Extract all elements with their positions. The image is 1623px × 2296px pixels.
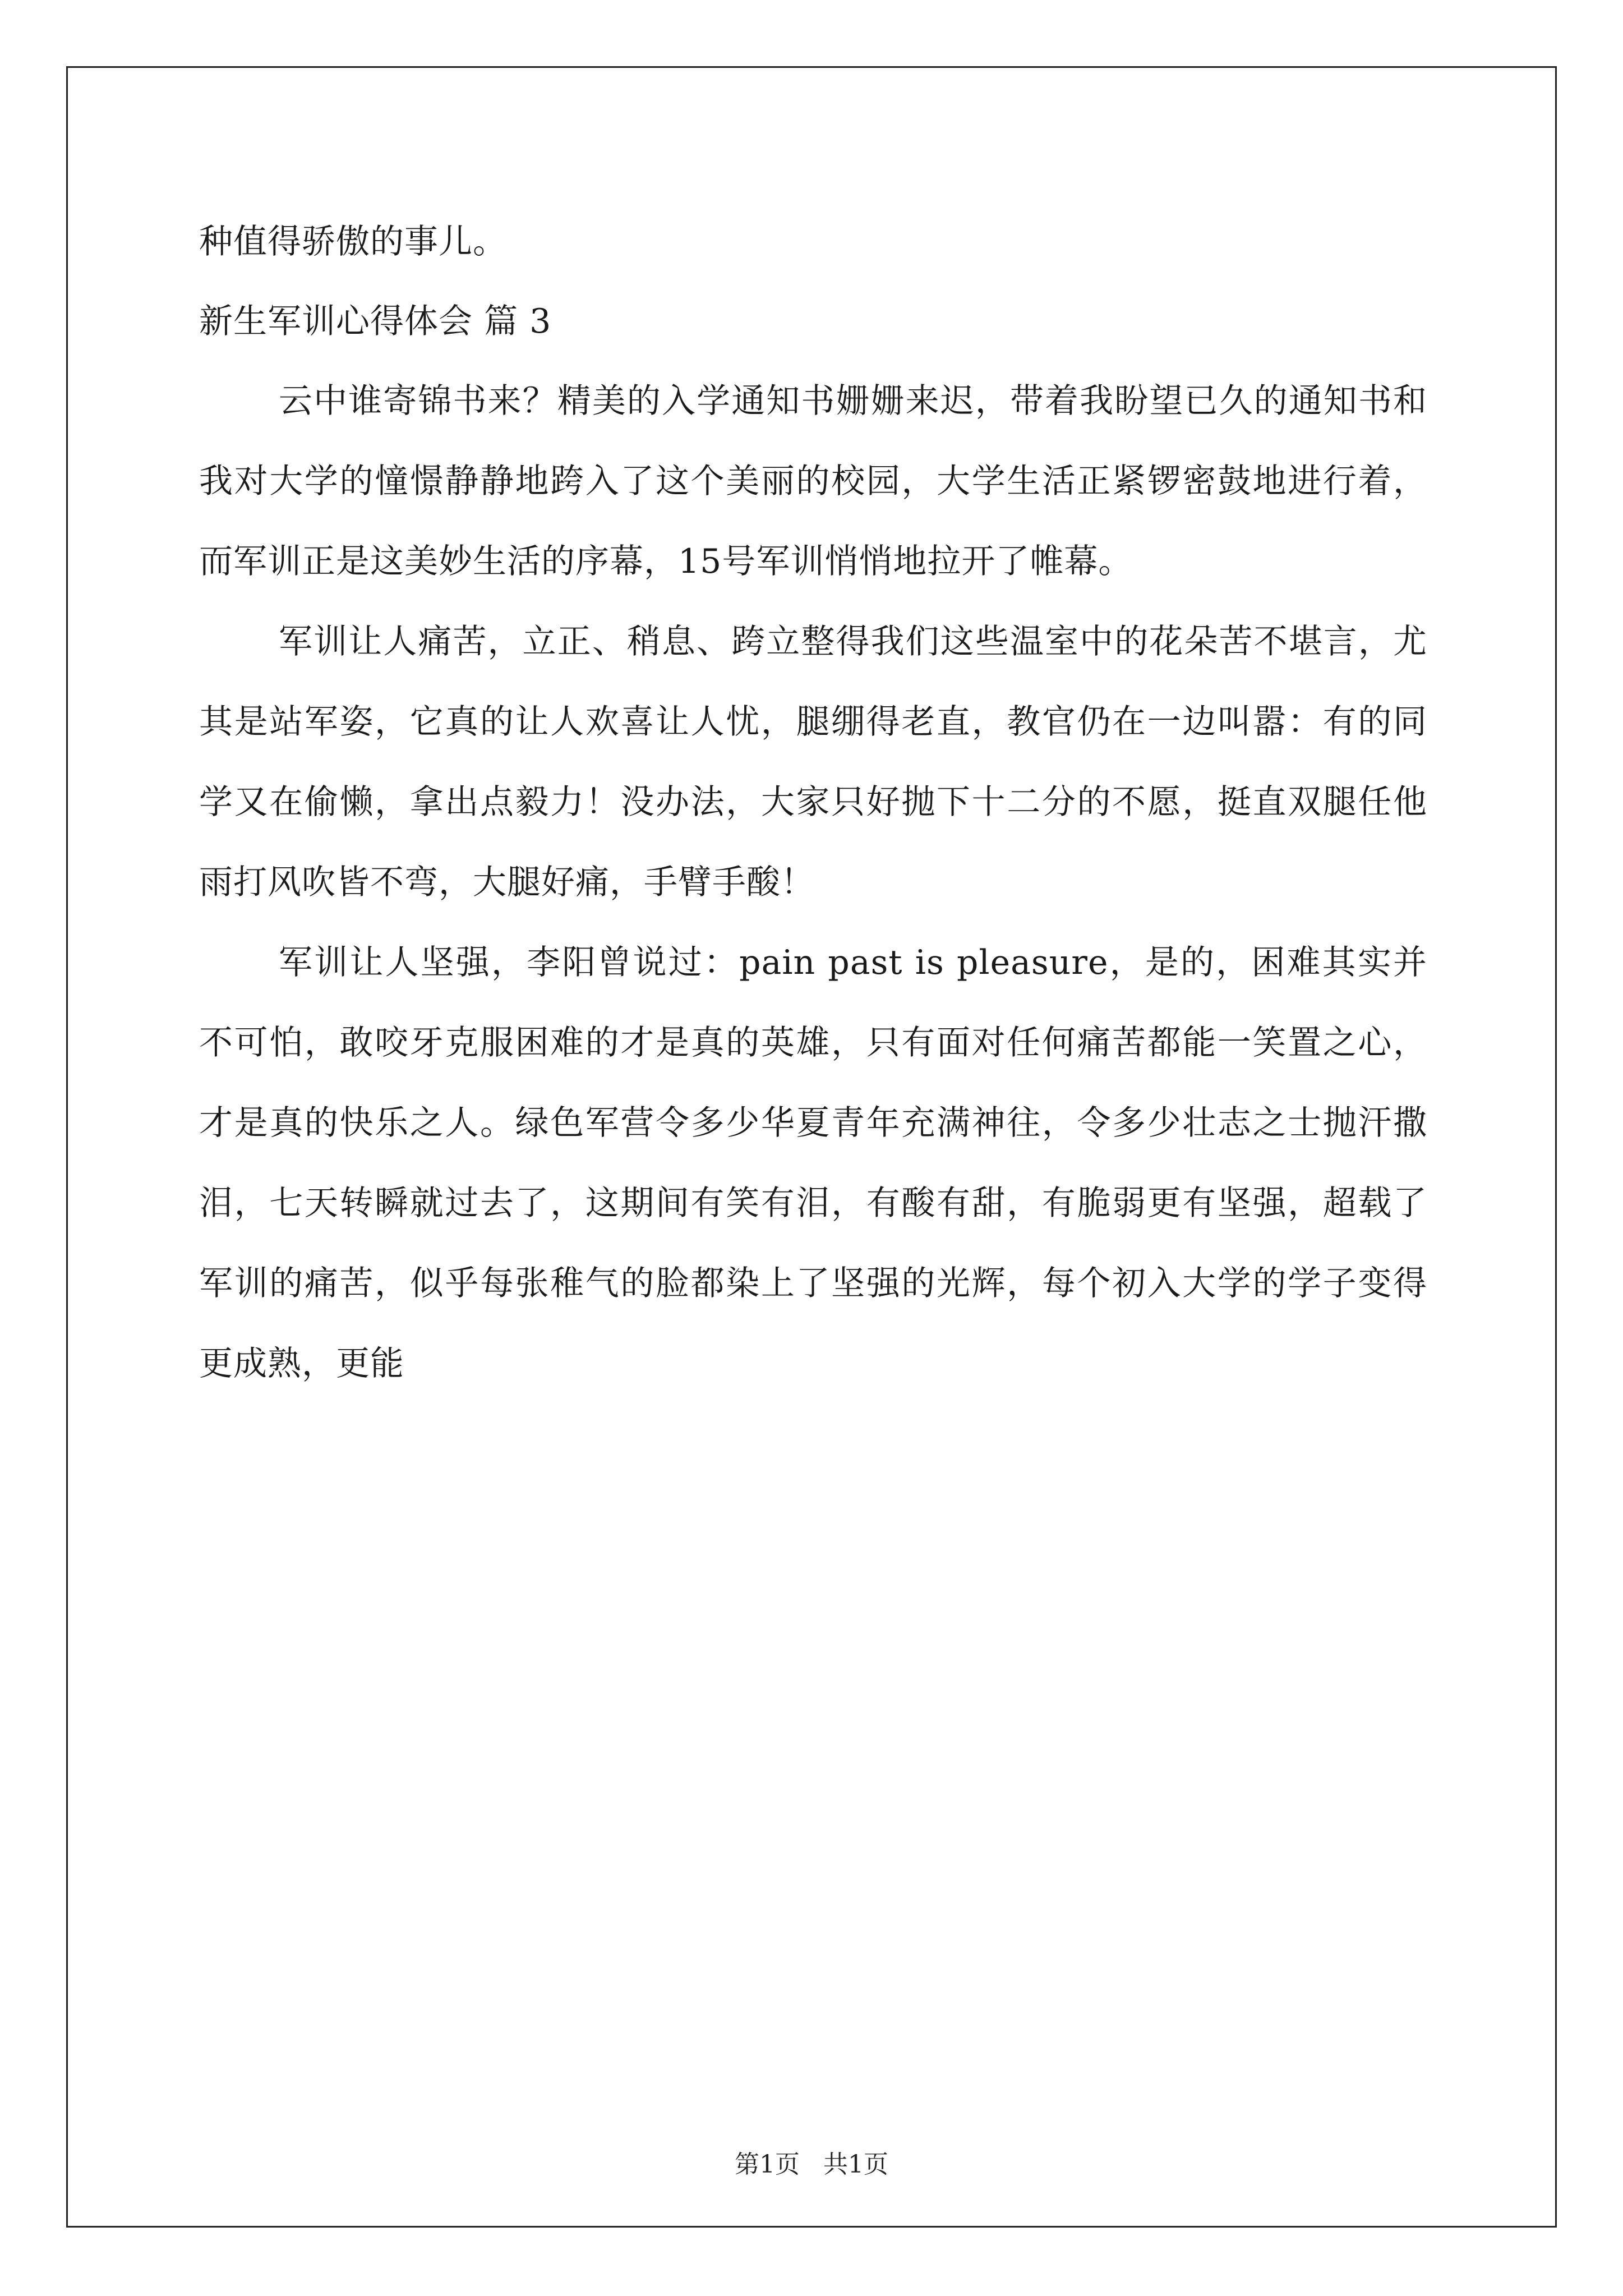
paragraph-3: 军训让人坚强，李阳曾说过：pain past is pleasure，是的，困难其实并不可怕，敢咬牙克服困难的才是真的英雄，只有面对任何痛苦都能一笑置之心，才是真的快乐之人。绿色军营令多少华夏青年充满神往，令多少壮志之士抛汗撒泪，七天转瞬就过去了，这期间有笑有泪，有酸有甜，有脆弱更有坚强，超载了军训的痛苦，似乎每张稚气的脸都染上了坚强的光辉，每个初入大学的学子变得更成熟，更能 xyxy=(199,943,1427,1383)
continued-text-line: 种值得骄傲的事儿。 xyxy=(199,222,507,261)
document-body xyxy=(199,202,1427,1404)
page-number: 第1页 xyxy=(735,2150,800,2179)
paragraph-2: 军训让人痛苦，立正、稍息、跨立整得我们这些温室中的花朵苦不堪言，尤其是站军姿，它真的让人欢喜让人忧，腿绷得老直，教官仍在一边叫嚣：有的同学又在偷懒，拿出点毅力！没办法，大家只好抛下十二分的不愿，挺直双腿任他雨打风吹皆不弯，大腿好痛，手臂手酸！ xyxy=(199,622,1427,902)
page-footer xyxy=(0,2144,1623,2180)
section-heading: 新生军训心得体会 篇 3 xyxy=(199,302,552,341)
total-pages: 共1页 xyxy=(823,2150,888,2179)
paragraph-1: 云中谁寄锦书来？精美的入学通知书姗姗来迟，带着我盼望已久的通知书和我对大学的憧憬静静地跨入了这个美丽的校园，大学生活正紧锣密鼓地进行着，而军训正是这美妙生活的序幕，15号军训悄悄地拉开了帷幕。 xyxy=(199,381,1427,581)
